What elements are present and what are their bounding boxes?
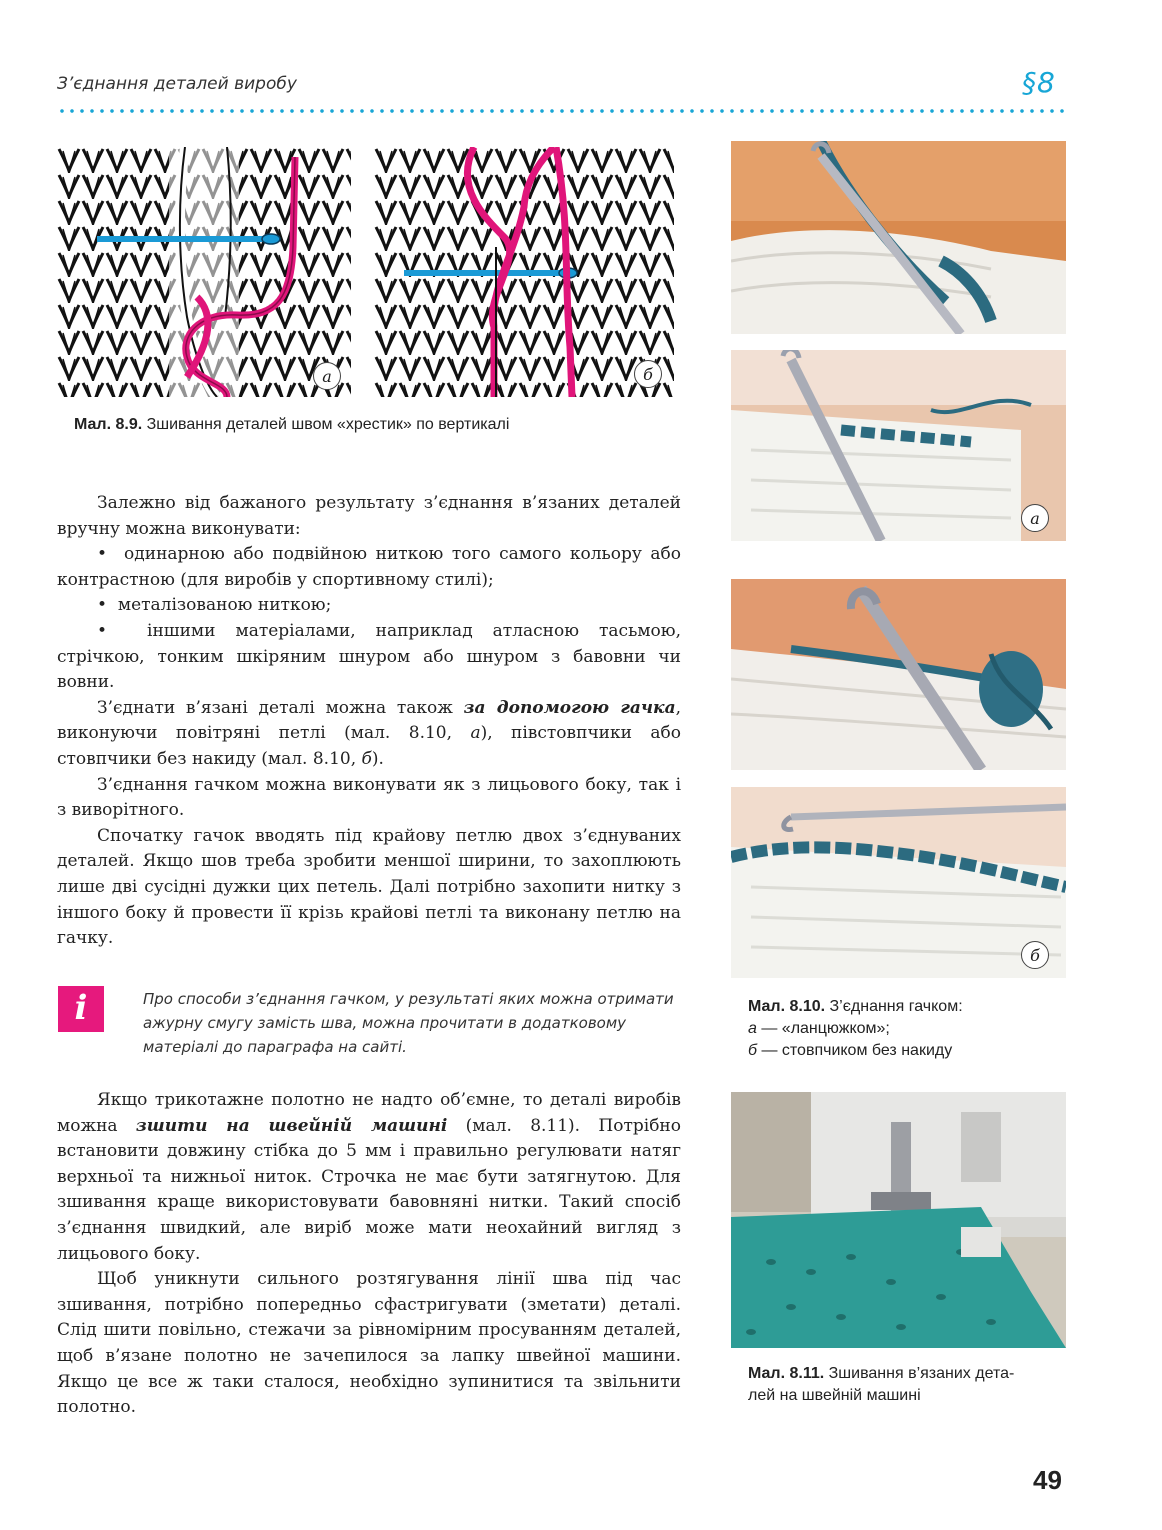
bullet-item-3: • іншими матеріалами, наприклад атласною тасьмою, стрічкою, тонким шкіряним шнуром або шнуром з бавовни чи вовни. (57, 620, 681, 693)
paragraph-5 (57, 1088, 681, 1267)
info-icon: i (58, 986, 104, 1032)
figure-marker-b: б (1021, 941, 1049, 969)
caption-text: Зшивання деталей швом «хрестик» по вертикалі (142, 416, 510, 433)
running-header: З’єднання деталей виробу (57, 74, 297, 94)
bullet-3-text: іншими матеріалами, наприклад атласною тасьмою, стрічкою, тонким шкіряним шнуром або шнуром з бавовни чи вовни. (57, 620, 681, 693)
header-divider (57, 108, 1067, 114)
p2-emphasis: за допомогою гачка (463, 697, 676, 718)
caption-label: Мал. 8.10. (748, 998, 826, 1015)
photo-sewing-machine (731, 1092, 1066, 1348)
info-note: Про способи з’єднання гачком, у результаті яких можна отримати ажурну смугу замість шва, можна прочитати в додатковому матеріалі до параграфа на сайті. (143, 990, 674, 1056)
caption-line-a: — «ланцюжком»; (756, 1020, 890, 1037)
cross-stitch-diagram-b (374, 147, 674, 397)
figure-8-9-b (374, 147, 674, 397)
bullet-1-text: одинарною або подвійною ниткою того самого кольору або контрастною (для виробів у спортивному стилі); (57, 544, 681, 590)
photo-crochet-chain-1 (731, 141, 1066, 334)
body-text-block-2 (57, 1088, 681, 1421)
caption-line-1: Зшивання в’язаних дета- (824, 1365, 1015, 1382)
p2-start: З’єднати в’язані деталі можна також (97, 697, 464, 718)
photo-crochet-single-1 (731, 579, 1066, 770)
p5-emphasis: зшити на швейній машині (135, 1115, 448, 1136)
caption-label: Мал. 8.9. (74, 416, 143, 433)
paragraph-4: Спочатку гачок вводять під крайову петлю двох з’єднуваних деталей. Якщо шов треба зробити меншої ширини, то захоплюють лише дві сусідні дужки цих петель. Далі потрібно захопити нитку з іншого боку й провести її крізь крайові петлі та виконану петлю на гачку. (57, 825, 681, 949)
bullet-2-text: металізованою ниткою; (117, 595, 332, 616)
p2-mid1: , виконуючи повітряні петлі (мал. 8.10, (57, 697, 681, 744)
photo-crochet-chain-2 (731, 350, 1066, 541)
figure-marker-b: б (634, 360, 662, 388)
bullet-item-1: • одинарною або подвійною ниткою того самого кольору або контрастною (для виробів у спортивному стилі); (57, 544, 681, 590)
caption-letter-a: а (748, 1020, 757, 1037)
figure-8-9-a (57, 147, 351, 397)
body-text-block-1 (57, 491, 681, 952)
p5-end: (мал. 8.11). Потрібно встановити довжину стібка до 5 мм і правильно регулювати натяг верхньої та нижньої ниток. Строчка не має бути затягнутою. Для зшивання краще використовувати бавовняні нитки. Такий спосіб з’єднання швидкий, але виріб може мати неохайний вигляд з лицьового боку. (57, 1115, 681, 1264)
caption-line-b: — стовпчиком без накиду (757, 1042, 953, 1059)
photo-crochet-single-2 (731, 787, 1066, 978)
p5-start: Якщо трикотажне полотно не надто об’ємне, то деталі виробів можна (57, 1090, 681, 1136)
bullet-item-2: • металізованою ниткою; (97, 595, 332, 616)
p2-end: ). (371, 748, 384, 769)
cross-stitch-diagram-a (57, 147, 351, 397)
caption-line-2: лей на швейній машині (748, 1387, 921, 1404)
figure-marker-a: а (1021, 504, 1049, 532)
caption-label: Мал. 8.11. (748, 1365, 825, 1382)
figure-8-10-caption (748, 996, 1048, 1062)
figure-8-11-caption (748, 1363, 1068, 1407)
p2-ref-a: а (470, 723, 481, 744)
p2-ref-b: б (361, 748, 372, 769)
section-number: §8 (1022, 66, 1056, 99)
caption-text: З’єднання гачком: (825, 998, 963, 1015)
caption-letter-b: б (748, 1042, 757, 1059)
p2-mid2: ), півстовпчики або стовпчики без накиду (мал. 8.10, (57, 723, 681, 769)
paragraph-1: Залежно від бажаного результату з’єднання в’язаних деталей вручну можна виконувати: (57, 493, 681, 539)
page-number: 49 (1033, 1465, 1062, 1495)
paragraph-3: З’єднання гачком можна виконувати як з лицьового боку, так і з виворітного. (57, 774, 681, 821)
paragraph-6: Щоб уникнути сильного розтягування лінії шва під час зшивання, потрібно попередньо сфастригувати (зметати) деталі. Слід шити повільно, стежачи за рівномірним просуванням деталей, щоб в’язане полотно не зачепилося за лапку швейної машини. Якщо це все ж таки сталося, необхідно зупинитися та звільнити полотно. (57, 1269, 681, 1418)
paragraph-2 (57, 696, 681, 773)
figure-marker-a: а (313, 362, 341, 390)
figure-8-9-caption (74, 414, 694, 436)
